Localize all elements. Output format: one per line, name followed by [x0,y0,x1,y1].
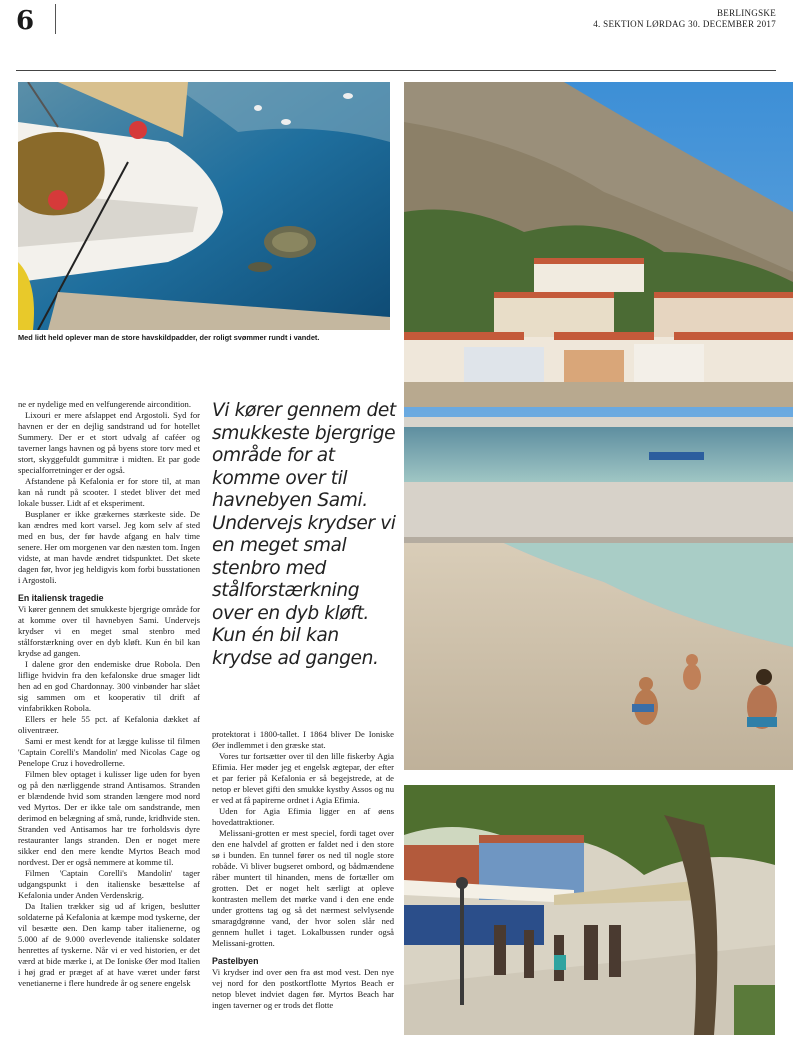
pull-quote: Vi kører gennem det smukkeste bjergrige område for at komme over til havnebyen Sami. Undervejs krydser vi en meget smal stenbro med stålforstærkning over en dyb kløft. Kun én bil kan krydse ad gangen. [212,400,396,669]
turtle-photo-illustration [18,82,390,330]
street-photo [404,785,775,1035]
paragraph: Afstandene på Kefalonia er for store til, at man kan nå rundt på scooter. I stedet bliver det med lokale busser. Lidt af et eksperiment. [18,476,200,508]
street-photo-illustration [404,785,775,1035]
section-heading: En italiensk tragedie [18,593,104,603]
paragraph: Vores tur fortsætter over til den lille fiskerby Agia Efimia. Her møder jeg et engelsk ægtepar, der efter et par ferier på Kefalonia er så begejstrede, at de netop er blevet gifti den smukke kystby Assos og nu er ved at få papirerne ordnet i Agia Efimia. [212,751,394,805]
paragraph: protektorat i 1800-tallet. I 1864 bliver De Ioniske Øer indlemmet i den græske stat. [212,729,394,750]
paragraph: Ellers er hele 55 pct. af Kefalonia dækket af oliventræer. [18,714,200,735]
header-divider [55,4,56,34]
paragraph: Uden for Agia Efimia ligger en af øens hovedattraktioner. [212,806,394,827]
publication-name: BERLINGSKE [717,8,776,18]
article-column-2 [212,729,394,1011]
paragraph: ne er nydelige med en velfungerende aircondition. [18,399,191,409]
harbour-photo-illustration [404,82,793,770]
page-number: 6 [16,6,35,36]
paragraph: Melissani-grotten er mest speciel, fordi taget over den ene halvdel af grotten er faldet ned i den store sø i bunden. En tunnel fører os ned til nogle store robåde. Vi bliver bugseret ombord, og bådmændene råber muntert til hinanden, mens de fortæller om grotten. Det er noget helt særligt at opleve kontrasten mellem det mørke vand i den ene ende under grottens tag og så det nærmest selvlysende smaragdgrønne vand, der hvor solen slår ned gennem hullet i taget. Lokalbussen runder også Melissani-grotten. [212,828,394,948]
photo-caption: Med lidt held oplever man de store havskildpadder, der roligt svømmer rundt i vandet. [18,333,320,342]
paragraph: Filmen blev optaget i kulisser lige uden for byen og på den nærliggende strand Antisamos. Stranden er blændende hvid som stranden længere mod nord ved Myrtos. Der er ikke tale om sandstrande, men derimod en belægning af små, runde, kridhvide sten. Stranden ved Antisamos har tre forholdsvis dyre restauranter langs stranden. Den er noget mere sikker end den mere kendte Myrtos Beach mod nordvest. Der er også nemmere at komme til. [18,769,200,867]
paragraph: Vi krydser ind over øen fra øst mod vest. Den nye vej nord for den postkortflotte Myrtos Beach er netop blevet indviet dagen før. Myrtos Beach har ingen taverner og er trods det flotte [212,967,394,1010]
header-rule [16,70,776,71]
paragraph: I dalene gror den endemiske drue Robola. Den liflige hvidvin fra den kefalonske drue smager lidt hen ad en god Chardonnay. 300 vinbønder har slået sig sammen om et kooperativ til drift af vinfabrikken Robola. [18,659,200,713]
paragraph: Filmen 'Captain Corelli's Mandolin' tager udgangspunkt i den italienske besættelse af Kefalonia under Anden Verdenskrig. [18,868,200,900]
page-header [593,8,776,30]
turtle-photo [18,82,390,330]
paragraph: Lixouri er mere afslappet end Argostoli. Syd for havnen er der en dejlig sandstrand ud for hotellet Summery. Der er et stort udvalg af caféer og taverner langs havnen og på byens store torv med et stort, skyggefuldt gummitræ i midten. Et par gode specialforretninger er der også. [18,410,200,475]
edition-line: 4. SEKTION LØRDAG 30. DECEMBER 2017 [593,19,776,29]
article-column-1 [18,399,200,989]
harbour-photo [404,82,793,770]
section-heading: Pastelbyen [212,956,259,966]
paragraph: Da Italien trækker sig ud af krigen, beslutter soldaterne på Kefalonia at kæmpe mod tyskerne, der vil besætte øen. Den kamp taber italienerne, og 5.000 af de 9.000 overlevende italienske soldater henrettes af tyskerne. Når vi er ved historien, er det værd at bide mærke i, at De Ioniske Øer mod Italien i høj grad er præget af at have været under først venetianerne i flere hundrede år og senere engelsk [18,901,200,988]
paragraph: Sami er mest kendt for at lægge kulisse til filmen 'Captain Corelli's Mandolin' med Nicolas Cage og Penelope Cruz i hovedrollerne. [18,736,200,768]
paragraph: Busplaner er ikke grækernes stærkeste side. De kan ændres med kort varsel. Jeg kom selv af sted med en bus, der før havde afgang en halv time senere. Her om morgenen var den næsten tom. Ingen vidste, at man havde ændret tidspunktet. Det skete dagen før, hvor jeg heldigvis kom forbi busstationen i Argostoli. [18,509,200,585]
paragraph: Vi kører gennem det smukkeste bjergrige område for at komme over til havnebyen Sami. Undervejs krydser vi en meget smal stenbro med stålforstærkning over en dyb kløft. Kun én bil kan krydse ad gangen. [18,604,200,658]
